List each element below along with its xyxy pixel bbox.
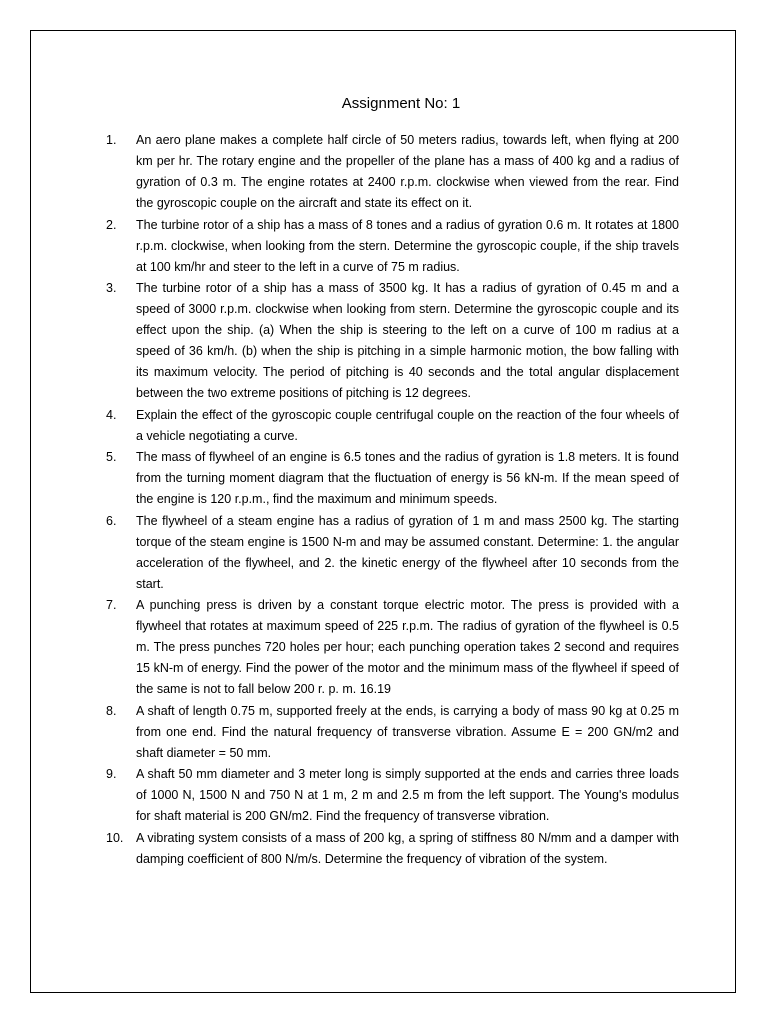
question-item (106, 405, 679, 447)
question-number: 3. (106, 281, 117, 295)
question-number: 10. (106, 830, 124, 845)
question-number: 1. (106, 133, 117, 147)
question-item (106, 828, 679, 870)
question-text: The flywheel of a steam engine has a radius of gyration of 1 m and mass 2500 kg. The starting torque of the steam engine is 1500 N-m and may be assumed constant. Determine: 1. the angular acceleration of the flywheel, and 2. the kinetic energy of the flywheel after 10 seconds from the start. (136, 513, 679, 591)
question-number: 4. (106, 407, 117, 422)
question-item (106, 595, 679, 700)
question-text: The mass of flywheel of an engine is 6.5 tones and the radius of gyration is 1.8 meters. It is found from the turning moment diagram that the fluctuation of energy is 56 kN-m. If the mean speed of the engine is 120 r.p.m., find the maximum and minimum speeds. (136, 450, 679, 506)
question-number: 2. (106, 217, 117, 232)
question-text: A shaft of length 0.75 m, supported freely at the ends, is carrying a body of mass 90 kg at 0.25 m from one end. Find the natural frequency of transverse vibration. Assume E = 200 GN/m2 and shaft diameter = 50 mm. (136, 703, 679, 760)
question-item (106, 447, 679, 510)
question-text: A vibrating system consists of a mass of 200 kg, a spring of stiffness 80 N/mm and a damper with damping coefficient of 800 N/m/s. Determine the frequency of vibration of the system. (136, 830, 679, 866)
question-item (106, 701, 679, 764)
question-text: Explain the effect of the gyroscopic couple centrifugal couple on the reaction of the four wheels of a vehicle negotiating a curve. (136, 407, 679, 443)
question-text: A punching press is driven by a constant torque electric motor. The press is provided with a flywheel that rotates at maximum speed of 225 r.p.m. The radius of gyration of the flywheel is 0.5 m. The press punches 720 holes per hour; each punching operation takes 2 second and requires 15 kN-m of energy. Find the power of the motor and the minimum mass of the flywheel if speed of the same is not to fall below 200 r. p. m. 16.19 (136, 598, 679, 696)
question-item (106, 764, 679, 827)
question-text: An aero plane makes a complete half circle of 50 meters radius, towards left, when flying at 200 km per hr. The rotary engine and the propeller of the plane has a mass of 400 kg and a radius of gyration of 0.3 m. The engine rotates at 2400 r.p.m. clockwise when viewed from the rear. Find the gyroscopic couple on the aircraft and state its effect on it. (136, 133, 679, 210)
question-item (106, 278, 679, 404)
question-text: The turbine rotor of a ship has a mass of 3500 kg. It has a radius of gyration of 0.45 m and a speed of 3000 r.p.m. clockwise when looking from stern. Determine the gyroscopic couple and its effect upon the ship. (a) When the ship is steering to the left on a curve of 100 m radius at a speed of 36 km/h. (b) when the ship is pitching in a simple harmonic motion, the bow falling with its maximum velocity. The period of pitching is 40 seconds and the total angular displacement between the two extreme positions of pitching is 12 degrees. (136, 281, 679, 400)
question-number: 9. (106, 767, 117, 781)
question-text: A shaft 50 mm diameter and 3 meter long is simply supported at the ends and carries three loads of 1000 N, 1500 N and 750 N at 1 m, 2 m and 2.5 m from the left support. The Young's modulus for shaft material is 200 GN/m2. Find the frequency of transverse vibration. (136, 767, 679, 823)
question-number: 7. (106, 598, 117, 612)
question-item (106, 511, 679, 595)
question-list (106, 130, 679, 870)
question-number: 8. (106, 703, 117, 718)
question-number: 5. (106, 450, 117, 464)
question-item (106, 215, 679, 278)
question-text: The turbine rotor of a ship has a mass of 8 tones and a radius of gyration 0.6 m. It rotates at 1800 r.p.m. clockwise, when looking from the stern. Determine the gyroscopic couple, if the ship travels at 100 km/hr and steer to the left in a curve of 75 m radius. (136, 217, 679, 274)
question-item (106, 130, 679, 214)
question-number: 6. (106, 513, 117, 528)
document-title: Assignment No: 1 (341, 95, 461, 112)
